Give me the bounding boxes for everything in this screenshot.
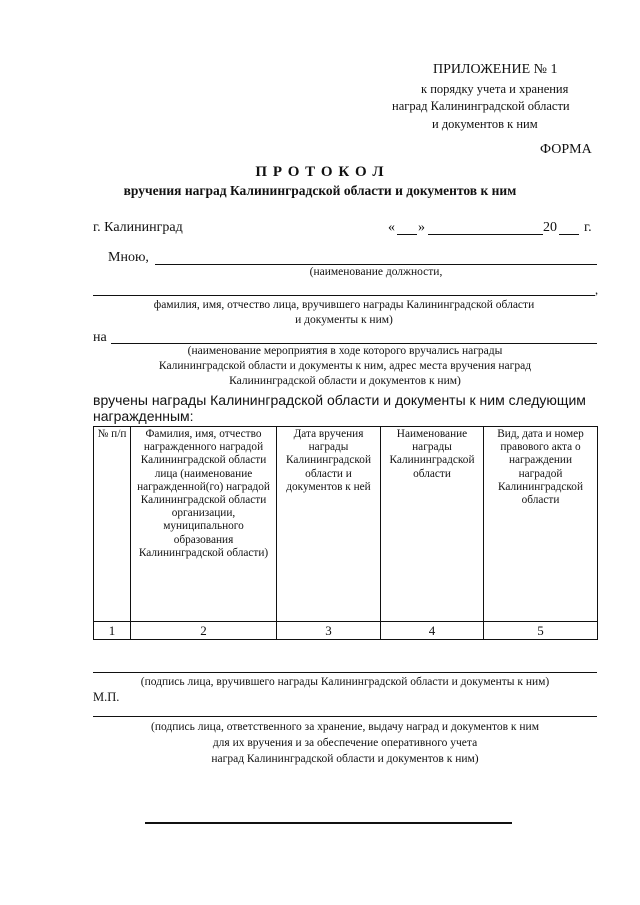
- signature-2-caption-line-1: (подпись лица, ответственного за хранение, выдачу наград и документов к ним: [151, 721, 539, 733]
- date-close-quote: »: [418, 220, 425, 235]
- month-blank-line: [428, 234, 543, 235]
- form-label: ФОРМА: [540, 142, 592, 157]
- table-number-cell: 1: [94, 622, 131, 640]
- table-number-row: [94, 622, 598, 640]
- appendix-line-3: и документов к ним: [432, 117, 538, 131]
- event-caption-line-1: (наименование мероприятия в ходе которого вручались награды: [187, 345, 503, 357]
- signature-1-caption: (подпись лица, вручившего награды Калининградской области и документы к ним): [140, 676, 550, 688]
- stamp-label: М.П.: [93, 690, 120, 704]
- day-blank-line: [397, 234, 417, 235]
- statement-line-1: вручены награды Калининградской области и документы к ним следующим: [93, 392, 586, 408]
- event-caption-line-2: Калининградской области и документы к ним, адрес места вручения наград: [158, 360, 532, 372]
- fullname-comma: ,: [595, 283, 599, 297]
- table-header-cell: Наименование награды Калининградской области: [381, 427, 484, 622]
- awards-table: [93, 426, 598, 640]
- city-label: г. Калининград: [93, 220, 183, 235]
- table-header-cell: Дата вручения награды Калининградской области и документов к ней: [277, 427, 381, 622]
- bottom-divider: [145, 822, 512, 824]
- table-number-cell: 2: [131, 622, 277, 640]
- signature-2-caption-line-2: для их вручения и за обеспечение оперативного учета: [212, 737, 478, 749]
- protocol-title: П Р О Т О К О Л: [255, 164, 385, 180]
- event-caption-line-3: Калининградской области и документов к ним): [229, 375, 461, 387]
- appendix-line-1: к порядку учета и хранения: [421, 82, 569, 96]
- statement-line-2: награжденным:: [93, 408, 194, 424]
- year-blank-line: [559, 234, 579, 235]
- date-open-quote: «: [388, 220, 395, 235]
- event-label: на: [93, 330, 107, 345]
- position-blank-line: [155, 264, 597, 265]
- by-me-label: Мною,: [108, 250, 149, 265]
- year-prefix: 20: [543, 220, 557, 235]
- table-header-cell: Фамилия, имя, отчество награжденного наградой Калининградской области лица (наименование награжденной(го) наградой Калининградской области организации, муниципального образования Калининградской области): [131, 427, 277, 622]
- table-header-cell: Вид, дата и номер правового акта о награждении наградой Калининградской области: [484, 427, 598, 622]
- position-caption: (наименование должности,: [309, 266, 443, 278]
- table-header-row: [94, 427, 598, 622]
- signature-1-line: [93, 672, 597, 673]
- table-number-cell: 5: [484, 622, 598, 640]
- protocol-subtitle: вручения наград Калининградской области и документов к ним: [123, 183, 517, 198]
- appendix-title: ПРИЛОЖЕНИЕ № 1: [433, 62, 558, 77]
- fullname-blank-line: [93, 295, 595, 296]
- table-number-cell: 4: [381, 622, 484, 640]
- signature-2-line: [93, 716, 597, 717]
- year-suffix: г.: [584, 220, 592, 235]
- signature-2-caption-line-3: наград Калининградской области и документов к ним): [211, 753, 479, 765]
- fullname-caption-line-2: и документы к ним): [295, 314, 393, 326]
- table-header-cell: № п/п: [94, 427, 131, 622]
- fullname-caption-line-1: фамилия, имя, отчество лица, вручившего награды Калининградской области: [153, 299, 535, 311]
- event-blank-line: [111, 343, 597, 344]
- table-number-cell: 3: [277, 622, 381, 640]
- appendix-line-2: наград Калининградской области: [392, 99, 570, 113]
